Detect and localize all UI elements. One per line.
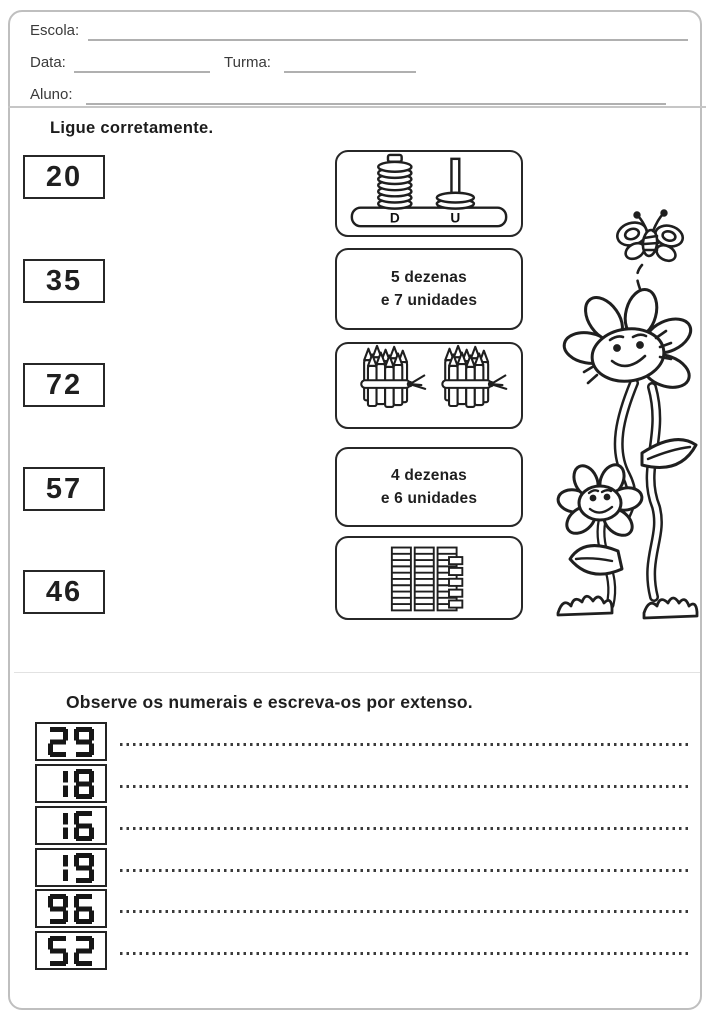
numeral-display [48,894,94,924]
pencil-bundles-image [336,344,522,427]
dezenas-text-line1: 4 dezenas [391,466,467,484]
numeral-box-96 [35,889,107,928]
svg-text:D: D [389,210,400,226]
numeral-display [48,811,94,841]
match-item-blocks[interactable] [335,536,523,620]
svg-text:U: U [450,210,461,226]
header-separator [8,106,706,108]
butterfly-icon [614,211,685,264]
aluno-label: Aluno: [30,86,73,103]
dezenas-text-line1: 5 dezenas [391,268,467,286]
data-label: Data: [30,54,66,71]
number-box-46[interactable] [23,570,105,614]
aluno-input-line[interactable] [86,85,666,105]
escola-input-line[interactable] [88,21,688,41]
numeral-box-19 [35,848,107,887]
numeral-box-52 [35,931,107,970]
number-label: 20 [45,160,83,193]
numeral-box-18 [35,764,107,803]
match-item-text-57[interactable] [335,248,523,330]
answer-line-19[interactable] [120,869,692,872]
answer-line-16[interactable] [120,827,692,830]
number-box-35[interactable] [23,259,105,303]
match-item-pencils[interactable] [335,342,523,429]
match-item-text-46[interactable] [335,447,523,527]
flower-butterfly-illustration [556,205,710,630]
number-box-72[interactable] [23,363,105,407]
number-label: 57 [45,472,83,505]
escola-label: Escola: [30,22,80,39]
numeral-display [48,769,94,799]
number-box-20[interactable] [23,155,105,199]
answer-line-18[interactable] [120,785,692,788]
numeral-box-29 [35,722,107,761]
dezenas-text-line2: e 6 unidades [380,490,478,507]
turma-input-line[interactable] [284,53,416,73]
extenso-instruction: Observe os numerais e escreva-os por extenso. [66,692,473,712]
numeral-box-16 [35,806,107,845]
base-ten-blocks-image [336,538,522,618]
matching-instruction: Ligue corretamente. [50,119,214,137]
data-input-line[interactable] [74,53,210,73]
number-box-57[interactable] [23,467,105,511]
section-separator [14,672,700,673]
dezenas-text-line2: e 7 unidades [380,292,478,309]
number-label: 72 [45,368,83,401]
number-label: 35 [45,264,83,297]
match-item-abacus[interactable] [335,150,523,237]
number-label: 46 [45,575,83,608]
answer-line-29[interactable] [120,743,692,746]
answer-line-52[interactable] [120,952,692,955]
answer-line-96[interactable] [120,910,692,913]
abacus-image [336,152,522,235]
numeral-display [48,727,94,757]
turma-label: Turma: [224,54,271,71]
numeral-display [48,853,94,883]
numeral-display [48,936,94,966]
